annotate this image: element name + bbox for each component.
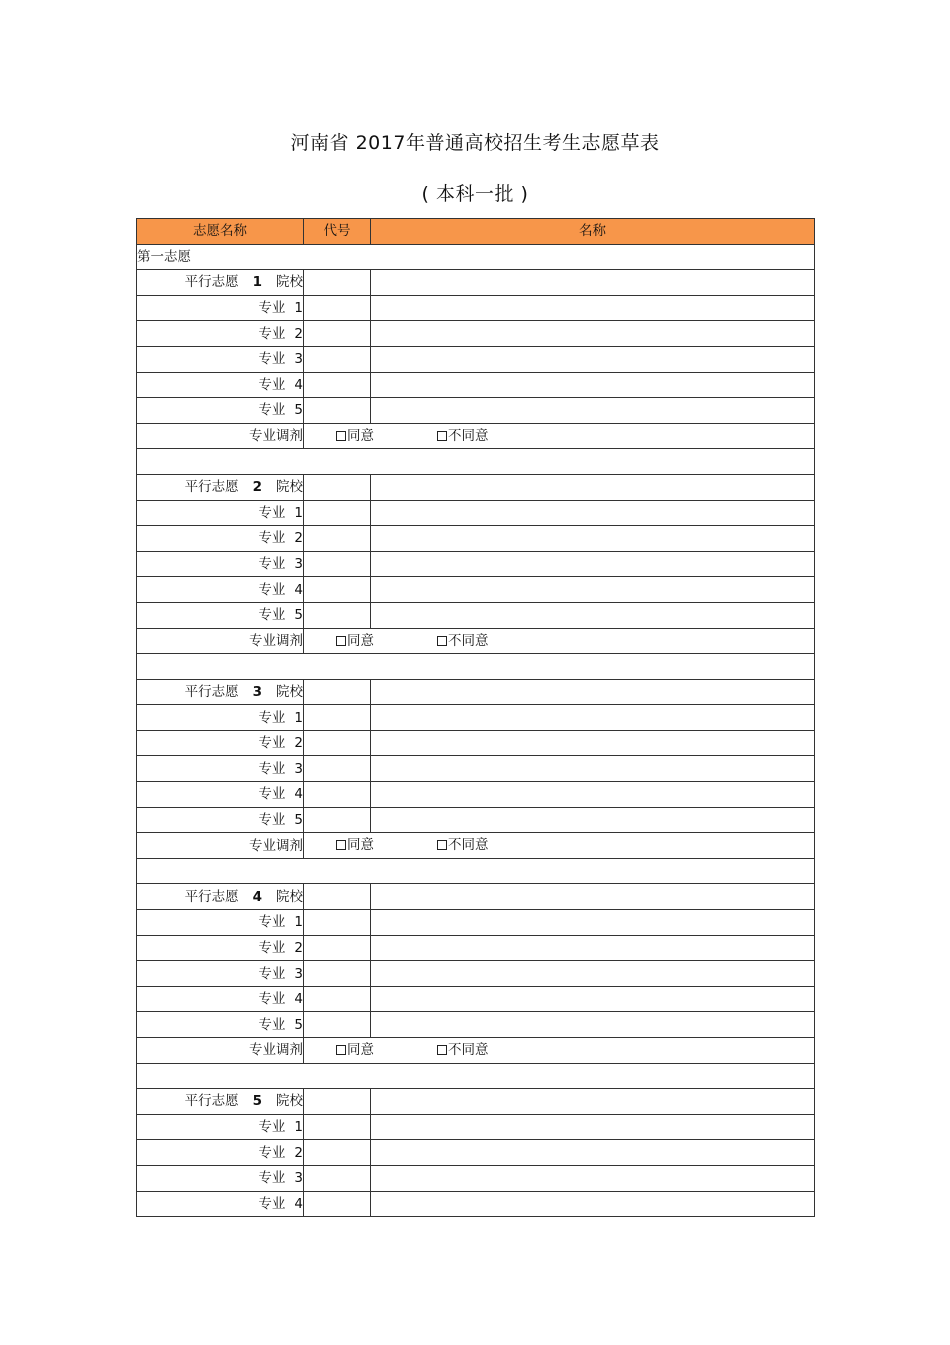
agree-option[interactable]: [336, 424, 374, 448]
major-code-input[interactable]: [304, 295, 371, 321]
major-name-input[interactable]: [371, 500, 815, 526]
major-row: [137, 756, 815, 782]
school-name-input[interactable]: [371, 270, 815, 296]
school-row: [137, 270, 815, 296]
major-label: [137, 577, 304, 603]
agree-label: 同意: [347, 1042, 374, 1058]
school-name-input[interactable]: [371, 474, 815, 500]
major-number: 1: [294, 504, 303, 521]
spacer-row: [137, 654, 815, 680]
major-name-input[interactable]: [371, 295, 815, 321]
form-subtitle: ( 本科一批 ): [421, 183, 529, 205]
school-label: [137, 270, 304, 296]
major-row: [137, 1165, 815, 1191]
major-name-input[interactable]: [371, 1140, 815, 1166]
major-word: 专业: [258, 760, 286, 777]
agree-option[interactable]: [336, 629, 374, 653]
major-word: 专业: [258, 1144, 286, 1161]
major-name-input[interactable]: [371, 807, 815, 833]
major-word: 专业: [258, 914, 286, 931]
major-word: 专业: [258, 1119, 286, 1136]
major-row: [137, 935, 815, 961]
spacer-row: [137, 858, 815, 884]
disagree-option[interactable]: [437, 629, 489, 653]
disagree-option[interactable]: [437, 424, 489, 448]
major-number: 2: [294, 939, 303, 956]
major-row: [137, 910, 815, 936]
major-name-input[interactable]: [371, 935, 815, 961]
major-name-input[interactable]: [371, 756, 815, 782]
major-number: 4: [294, 786, 303, 803]
major-code-input[interactable]: [304, 730, 371, 756]
major-code-input[interactable]: [304, 372, 371, 398]
disagree-label: 不同意: [448, 632, 489, 649]
major-name-input[interactable]: [371, 398, 815, 424]
major-row: [137, 1140, 815, 1166]
section-label: 第一志愿: [137, 244, 815, 270]
school-name-input[interactable]: [371, 1089, 815, 1115]
adjust-options: [304, 628, 815, 654]
adjust-options: [304, 833, 815, 859]
spacer-cell: [137, 1063, 815, 1089]
major-row: [137, 500, 815, 526]
major-word: 专业: [258, 709, 286, 726]
major-word: 专业: [258, 735, 286, 752]
major-code-input[interactable]: [304, 961, 371, 987]
major-name-input[interactable]: [371, 346, 815, 372]
major-code-input[interactable]: [304, 756, 371, 782]
major-name-input[interactable]: [371, 577, 815, 603]
disagree-checkbox[interactable]: [437, 636, 447, 646]
spacer-cell: [137, 449, 815, 475]
major-name-input[interactable]: [371, 526, 815, 552]
major-code-input[interactable]: [304, 551, 371, 577]
major-number: 3: [294, 351, 303, 368]
major-label: [137, 1191, 304, 1217]
adjust-label: 专业调剂: [137, 1038, 304, 1064]
spacer-cell: [137, 654, 815, 680]
major-row: [137, 577, 815, 603]
major-code-input[interactable]: [304, 602, 371, 628]
major-code-input[interactable]: [304, 526, 371, 552]
agree-checkbox[interactable]: [336, 840, 346, 850]
adjust-row: [137, 423, 815, 449]
adjust-row: [137, 628, 815, 654]
spacer-cell: [137, 858, 815, 884]
major-word: 专业: [258, 965, 286, 982]
school-label: [137, 474, 304, 500]
major-row: [137, 398, 815, 424]
major-number: 2: [294, 530, 303, 547]
major-label: [137, 372, 304, 398]
major-word: 专业: [258, 351, 286, 368]
major-row: [137, 961, 815, 987]
major-label: [137, 526, 304, 552]
major-label: [137, 398, 304, 424]
school-word: 院校: [276, 479, 303, 496]
adjust-label: 专业调剂: [137, 628, 304, 654]
school-row: [137, 1089, 815, 1115]
major-code-input[interactable]: [304, 986, 371, 1012]
major-label: [137, 1012, 304, 1038]
major-row: [137, 295, 815, 321]
group-number: 2: [252, 479, 262, 496]
application-form-table: [136, 218, 815, 1217]
group-prefix: 平行志愿: [184, 683, 239, 700]
major-number: 1: [294, 1119, 303, 1136]
adjust-label: 专业调剂: [137, 423, 304, 449]
major-code-input[interactable]: [304, 1114, 371, 1140]
disagree-label: 不同意: [448, 837, 489, 854]
disagree-option[interactable]: [437, 1038, 489, 1062]
major-word: 专业: [258, 300, 286, 317]
major-name-input[interactable]: [371, 730, 815, 756]
major-word: 专业: [258, 1170, 286, 1187]
major-label: [137, 730, 304, 756]
major-label: [137, 346, 304, 372]
agree-checkbox[interactable]: [336, 636, 346, 646]
disagree-checkbox[interactable]: [437, 840, 447, 850]
major-name-input[interactable]: [371, 782, 815, 808]
major-row: [137, 705, 815, 731]
major-code-input[interactable]: [304, 321, 371, 347]
spacer-row: [137, 1063, 815, 1089]
major-label: [137, 935, 304, 961]
major-number: 3: [294, 556, 303, 573]
major-label: [137, 782, 304, 808]
major-label: [137, 1140, 304, 1166]
agree-label: 同意: [347, 837, 374, 854]
agree-checkbox[interactable]: [336, 1045, 346, 1055]
major-row: [137, 526, 815, 552]
major-row: [137, 730, 815, 756]
agree-option[interactable]: [336, 833, 374, 857]
major-word: 专业: [258, 939, 286, 956]
major-number: 5: [294, 402, 303, 419]
group-prefix: 平行志愿: [184, 274, 239, 291]
school-code-input[interactable]: [304, 1089, 371, 1115]
major-number: 3: [294, 965, 303, 982]
group-number: 1: [252, 274, 262, 291]
major-row: [137, 1012, 815, 1038]
major-number: 4: [294, 991, 303, 1008]
major-label: [137, 910, 304, 936]
major-name-input[interactable]: [371, 602, 815, 628]
major-row: [137, 602, 815, 628]
agree-label: 同意: [347, 427, 374, 444]
major-code-input[interactable]: [304, 910, 371, 936]
major-word: 专业: [258, 402, 286, 419]
major-name-input[interactable]: [371, 321, 815, 347]
major-code-input[interactable]: [304, 807, 371, 833]
major-label: [137, 807, 304, 833]
major-label: [137, 986, 304, 1012]
header-code: 代号: [304, 219, 371, 245]
major-number: 2: [294, 325, 303, 342]
major-number: 5: [294, 811, 303, 828]
major-name-input[interactable]: [371, 986, 815, 1012]
major-label: [137, 756, 304, 782]
school-row: [137, 474, 815, 500]
major-word: 专业: [258, 1195, 286, 1212]
major-code-input[interactable]: [304, 1191, 371, 1217]
major-label: [137, 551, 304, 577]
major-code-input[interactable]: [304, 782, 371, 808]
school-code-input[interactable]: [304, 884, 371, 910]
major-name-input[interactable]: [371, 372, 815, 398]
major-word: 专业: [258, 325, 286, 342]
major-code-input[interactable]: [304, 398, 371, 424]
major-row: [137, 1191, 815, 1217]
school-row: [137, 679, 815, 705]
school-word: 院校: [276, 888, 303, 905]
major-row: [137, 321, 815, 347]
major-name-input[interactable]: [371, 1012, 815, 1038]
major-number: 2: [294, 1144, 303, 1161]
school-word: 院校: [276, 1093, 303, 1110]
major-label: [137, 295, 304, 321]
major-label: [137, 602, 304, 628]
major-row: [137, 346, 815, 372]
school-word: 院校: [276, 683, 303, 700]
major-code-input[interactable]: [304, 705, 371, 731]
agree-checkbox[interactable]: [336, 431, 346, 441]
major-name-input[interactable]: [371, 1114, 815, 1140]
major-row: [137, 782, 815, 808]
major-name-input[interactable]: [371, 1165, 815, 1191]
major-number: 5: [294, 1016, 303, 1033]
major-row: [137, 372, 815, 398]
major-row: [137, 1114, 815, 1140]
major-name-input[interactable]: [371, 705, 815, 731]
major-label: [137, 321, 304, 347]
group-prefix: 平行志愿: [184, 888, 239, 905]
major-word: 专业: [258, 504, 286, 521]
major-word: 专业: [258, 1016, 286, 1033]
group-number: 5: [252, 1093, 262, 1110]
adjust-label: 专业调剂: [137, 833, 304, 859]
major-label: [137, 705, 304, 731]
spacer-row: [137, 449, 815, 475]
adjust-row: [137, 833, 815, 859]
adjust-options: [304, 1038, 815, 1064]
disagree-option[interactable]: [437, 833, 489, 857]
major-word: 专业: [258, 811, 286, 828]
school-label: [137, 679, 304, 705]
disagree-checkbox[interactable]: [437, 431, 447, 441]
major-number: 4: [294, 1195, 303, 1212]
major-code-input[interactable]: [304, 1140, 371, 1166]
school-label: [137, 1089, 304, 1115]
major-code-input[interactable]: [304, 1012, 371, 1038]
school-name-input[interactable]: [371, 884, 815, 910]
school-code-input[interactable]: [304, 270, 371, 296]
major-label: [137, 500, 304, 526]
major-name-input[interactable]: [371, 1191, 815, 1217]
major-word: 专业: [258, 786, 286, 803]
disagree-checkbox[interactable]: [437, 1045, 447, 1055]
major-code-input[interactable]: [304, 1165, 371, 1191]
major-code-input[interactable]: [304, 500, 371, 526]
school-code-input[interactable]: [304, 679, 371, 705]
adjust-row: [137, 1038, 815, 1064]
major-name-input[interactable]: [371, 961, 815, 987]
major-code-input[interactable]: [304, 577, 371, 603]
group-number: 3: [252, 683, 262, 700]
major-word: 专业: [258, 376, 286, 393]
major-number: 4: [294, 581, 303, 598]
school-row: [137, 884, 815, 910]
major-number: 3: [294, 1170, 303, 1187]
school-code-input[interactable]: [304, 474, 371, 500]
agree-label: 同意: [347, 632, 374, 649]
major-label: [137, 961, 304, 987]
major-code-input[interactable]: [304, 346, 371, 372]
major-code-input[interactable]: [304, 935, 371, 961]
major-word: 专业: [258, 530, 286, 547]
disagree-label: 不同意: [448, 427, 489, 444]
major-number: 5: [294, 607, 303, 624]
major-word: 专业: [258, 607, 286, 624]
major-row: [137, 551, 815, 577]
major-number: 1: [294, 709, 303, 726]
major-label: [137, 1165, 304, 1191]
major-number: 2: [294, 735, 303, 752]
adjust-options: [304, 423, 815, 449]
group-prefix: 平行志愿: [184, 479, 239, 496]
major-row: [137, 807, 815, 833]
major-row: [137, 986, 815, 1012]
major-name-input[interactable]: [371, 910, 815, 936]
disagree-label: 不同意: [448, 1042, 489, 1058]
major-label: [137, 1114, 304, 1140]
form-title: 河南省 2017年普通高校招生考生志愿草表: [290, 132, 660, 154]
major-word: 专业: [258, 556, 286, 573]
major-word: 专业: [258, 581, 286, 598]
school-word: 院校: [276, 274, 303, 291]
major-number: 4: [294, 376, 303, 393]
school-label: [137, 884, 304, 910]
major-name-input[interactable]: [371, 551, 815, 577]
major-number: 3: [294, 760, 303, 777]
major-number: 1: [294, 914, 303, 931]
major-number: 1: [294, 300, 303, 317]
school-name-input[interactable]: [371, 679, 815, 705]
header-title: 名称: [371, 219, 815, 245]
group-number: 4: [252, 888, 262, 905]
major-word: 专业: [258, 991, 286, 1008]
header-row: [137, 219, 815, 245]
section-row: [137, 244, 815, 270]
group-prefix: 平行志愿: [184, 1093, 239, 1110]
agree-option[interactable]: [336, 1038, 374, 1062]
header-name: 志愿名称: [137, 219, 304, 245]
